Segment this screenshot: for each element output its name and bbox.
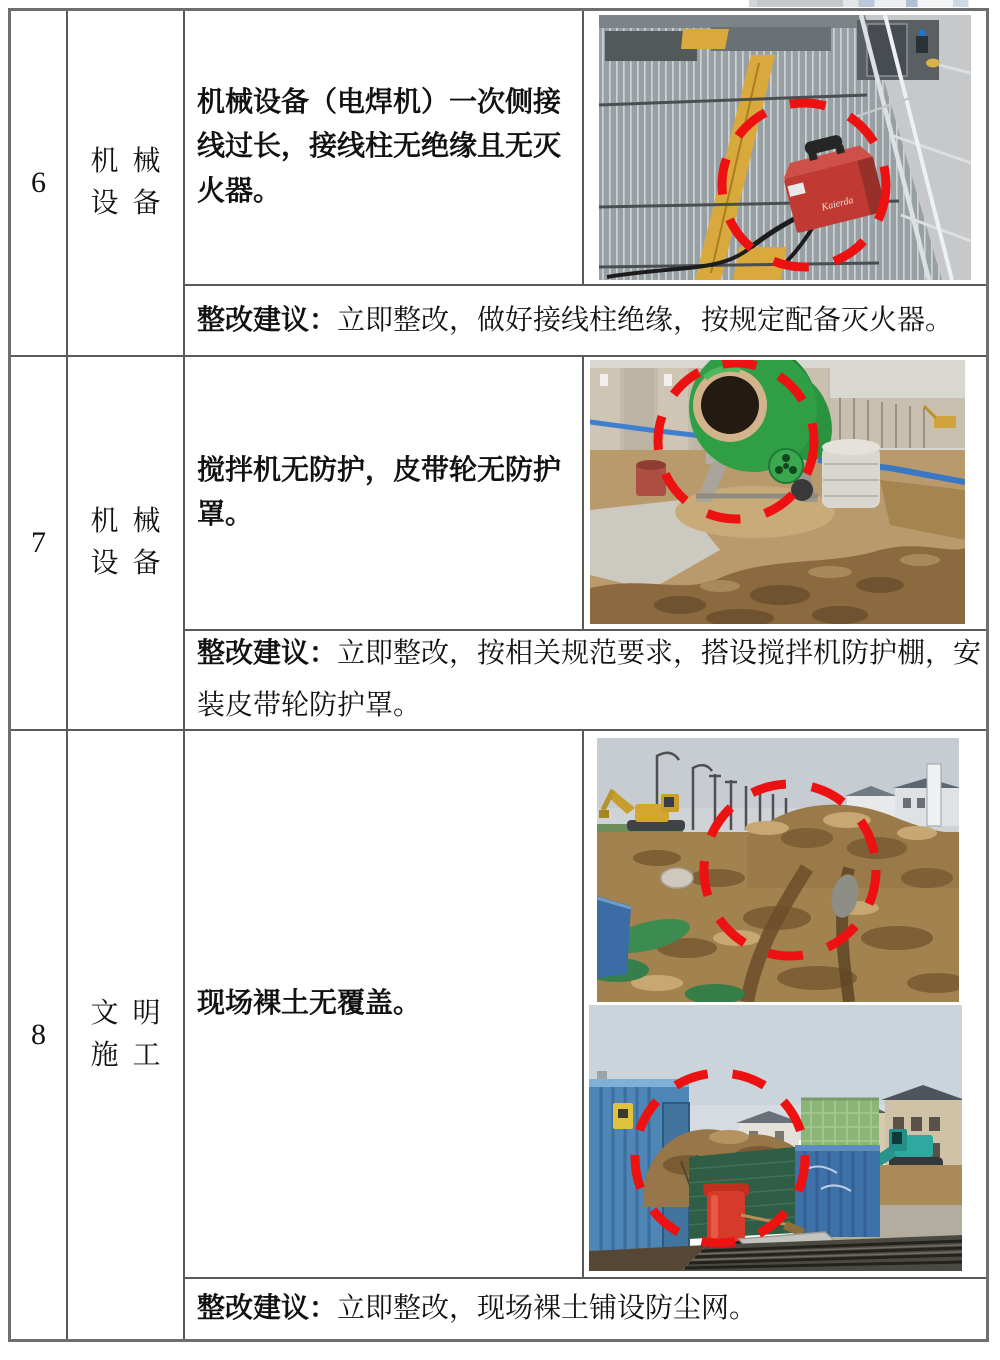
photo-cell	[584, 357, 986, 629]
row-number-cell	[11, 11, 68, 355]
rectification-label: 整改建议：	[197, 1293, 338, 1325]
rectification-label: 整改建议：	[197, 304, 338, 336]
rectification-cell	[185, 629, 986, 729]
rectification-label: 整改建议：	[197, 638, 338, 670]
issue-description-cell	[185, 357, 584, 629]
worker-helmet	[919, 30, 926, 37]
rectification-cell	[185, 1277, 986, 1339]
blue-panel	[597, 896, 631, 978]
photo-welding-machine-on-steel-grating	[599, 15, 971, 280]
photo-cell	[584, 731, 986, 1277]
category-cell	[68, 357, 185, 729]
white-barrel	[822, 439, 880, 508]
bag	[926, 59, 940, 68]
rectification-text: 立即整改，现场裸土铺设防尘网。	[337, 1293, 758, 1325]
issue-description: 机械设备（电焊机）一次侧接线过长，接线柱无绝缘且无灭火器。	[197, 87, 562, 207]
row-number: 7	[31, 526, 46, 559]
category-line: 施工	[90, 1040, 175, 1071]
issue-description: 搅拌机无防护，皮带轮无防护罩。	[197, 454, 562, 530]
scaffold-net-building	[801, 1099, 879, 1153]
distant-excavator	[934, 416, 956, 428]
issue-description-cell	[185, 11, 584, 284]
photo-bare-soil-with-excavator	[597, 738, 959, 1002]
category-line: 设备	[90, 548, 175, 579]
stone	[661, 868, 693, 888]
red-bucket	[636, 460, 666, 496]
photo-concrete-mixer-without-guard	[590, 360, 965, 624]
category-cell	[68, 731, 185, 1339]
category-cell	[68, 11, 185, 355]
issue-description: 现场裸土无覆盖。	[197, 987, 422, 1019]
worker	[916, 36, 928, 53]
previous-page-photo-remnant	[600, 0, 992, 7]
table-row	[11, 11, 986, 357]
row-number: 8	[31, 1018, 46, 1051]
row-number-cell	[11, 731, 68, 1339]
issue-table	[8, 8, 989, 1342]
rectification-text: 立即整改，做好接线柱绝缘，按规定配备灭火器。	[337, 304, 954, 336]
photo-cell	[584, 11, 986, 284]
issue-description-cell	[185, 731, 584, 1277]
photo-site-gate-bare-soil	[589, 1005, 962, 1271]
table-row	[11, 731, 986, 1339]
machine-brand-text: Kaierda	[820, 194, 855, 214]
table-row	[11, 357, 986, 731]
category-line: 机械	[90, 146, 175, 177]
rectification-cell	[185, 284, 986, 355]
row-number-cell	[11, 357, 68, 729]
row-number: 6	[31, 166, 46, 199]
category-line: 设备	[90, 188, 175, 219]
category-line: 机械	[90, 506, 175, 537]
rectification-text: 立即整改，按相关规范要求，搭设搅拌机防护棚，安装皮带轮防护罩。	[197, 638, 982, 721]
category-line: 文明	[90, 998, 175, 1029]
